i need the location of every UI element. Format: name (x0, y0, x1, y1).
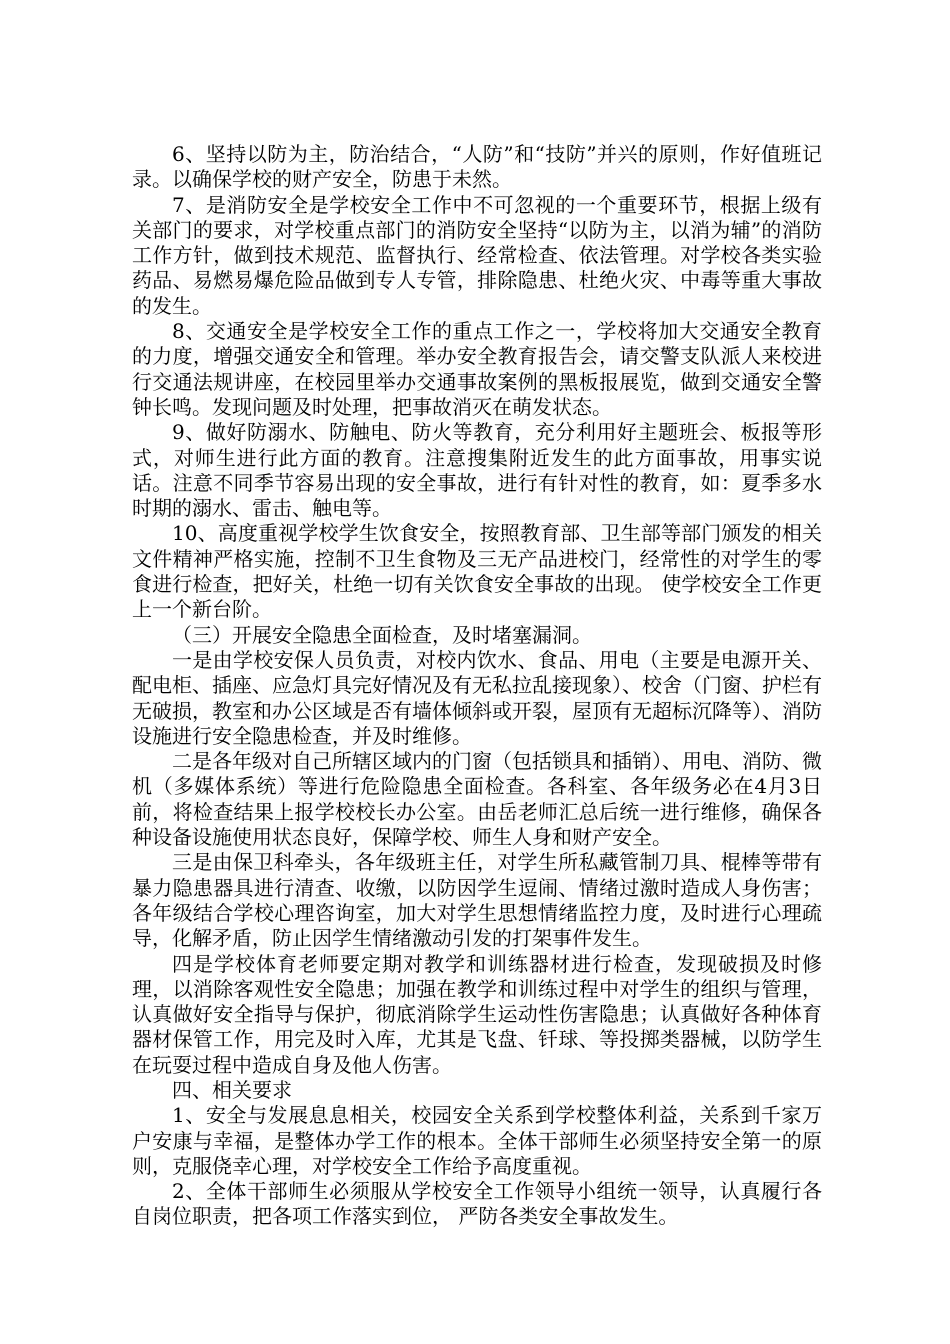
paragraph-inspection-2: 二是各年级对自己所辖区域内的门窗（包括锁具和插销）、用电、消防、微机（多媒体系统）等进行危险隐患全面检查。各科室、各年级务必在4月3日前，将检查结果上报学校校长办公室。由岳老师汇总后统一进行维修，确保各种设备设施使用状态良好，保障学校、师生人身和财产安全。 (132, 749, 822, 850)
paragraph-item-9-drowning-prevention: 9、做好防溺水、防触电、防火等教育，充分利用好主题班会、板报等形式，对师生进行此方面的教育。注意搜集附近发生的此方面事故，用事实说话。注意不同季节容易出现的安全事故，进行有针对性的教育，如：夏季多水时期的溺水、雷击、触电等。 (132, 420, 822, 521)
section-heading-requirements: 四、相关要求 (172, 1077, 292, 1102)
section-heading-inspection: （三）开展安全隐患全面检查，及时堵塞漏洞。 (172, 622, 592, 647)
paragraph-item-7-fire-safety: 7、是消防安全是学校安全工作中不可忽视的一个重要环节，根据上级有关部门的要求，对学校重点部门的消防安全坚持“以防为主，以消为辅”的消防工作方针，做到技术规范、监督执行、经常检查、依法管理。对学校各类实验药品、易燃易爆危险品做到专人专管，排除隐患、杜绝火灾、中毒等重大事故的发生。 (132, 192, 822, 318)
paragraph-item-6: 6、坚持以防为主，防治结合，“人防”和“技防”并兴的原则，作好值班记录。以确保学校的财产安全，防患于未然。 (132, 142, 822, 192)
paragraph-inspection-1: 一是由学校安保人员负责，对校内饮水、食品、用电（主要是电源开关、配电柜、插座、应急灯具完好情况及有无私拉乱接现象）、校舍（门窗、护栏有无破损，教室和办公区域是否有墙体倾斜或开裂，屋顶有无超标沉降等）、消防设施进行安全隐患检查，并及时维修。 (132, 647, 822, 748)
paragraph-inspection-4: 四是学校体育老师要定期对教学和训练器材进行检查，发现破损及时修理，以消除客观性安全隐患；加强在教学和训练过程中对学生的组织与管理，认真做好安全指导与保护，彻底消除学生运动性伤害隐患；认真做好各种体育器材保管工作，用完及时入库，尤其是飞盘、钎球、等投掷类器械，以防学生在玩耍过程中造成自身及他人伤害。 (132, 951, 822, 1077)
paragraph-item-8-traffic-safety: 8、交通安全是学校安全工作的重点工作之一，学校将加大交通安全教育的力度，增强交通安全和管理。举办安全教育报告会，请交警支队派人来校进行交通法规讲座，在校园里举办交通事故案例的黑板报展览，做到交通安全警钟长鸣。发现问题及时处理，把事故消灭在萌发状态。 (132, 319, 822, 419)
document-page (132, 142, 822, 1230)
paragraph-requirement-2: 2、全体干部师生必须服从学校安全工作领导小组统一领导，认真履行各自岗位职责，把各项工作落实到位， 严防各类安全事故发生。 (132, 1179, 822, 1229)
paragraph-item-10-food-safety: 10、高度重视学校学生饮食安全，按照教育部、卫生部等部门颁发的相关文件精神严格实施，控制不卫生食物及三无产品进校门，经常性的对学生的零食进行检查，把好关，杜绝一切有关饮食安全事故的出现。 使学校安全工作更上一个新台阶。 (132, 521, 822, 622)
paragraph-requirement-1: 1、安全与发展息息相关，校园安全关系到学校整体利益，关系到千家万户安康与幸福，是整体办学工作的根本。全体干部师生必须坚持安全第一的原则，克服侥幸心理，对学校安全工作给予高度重视。 (132, 1103, 822, 1178)
paragraph-inspection-3: 三是由保卫科牵头，各年级班主任，对学生所私藏管制刀具、棍棒等带有暴力隐患器具进行清查、收缴，以防因学生逗闹、情绪过激时造成人身伤害；各年级结合学校心理咨询室，加大对学生思想情绪监控力度，及时进行心理疏导，化解矛盾，防止因学生情绪激动引发的打架事件发生。 (132, 850, 822, 951)
